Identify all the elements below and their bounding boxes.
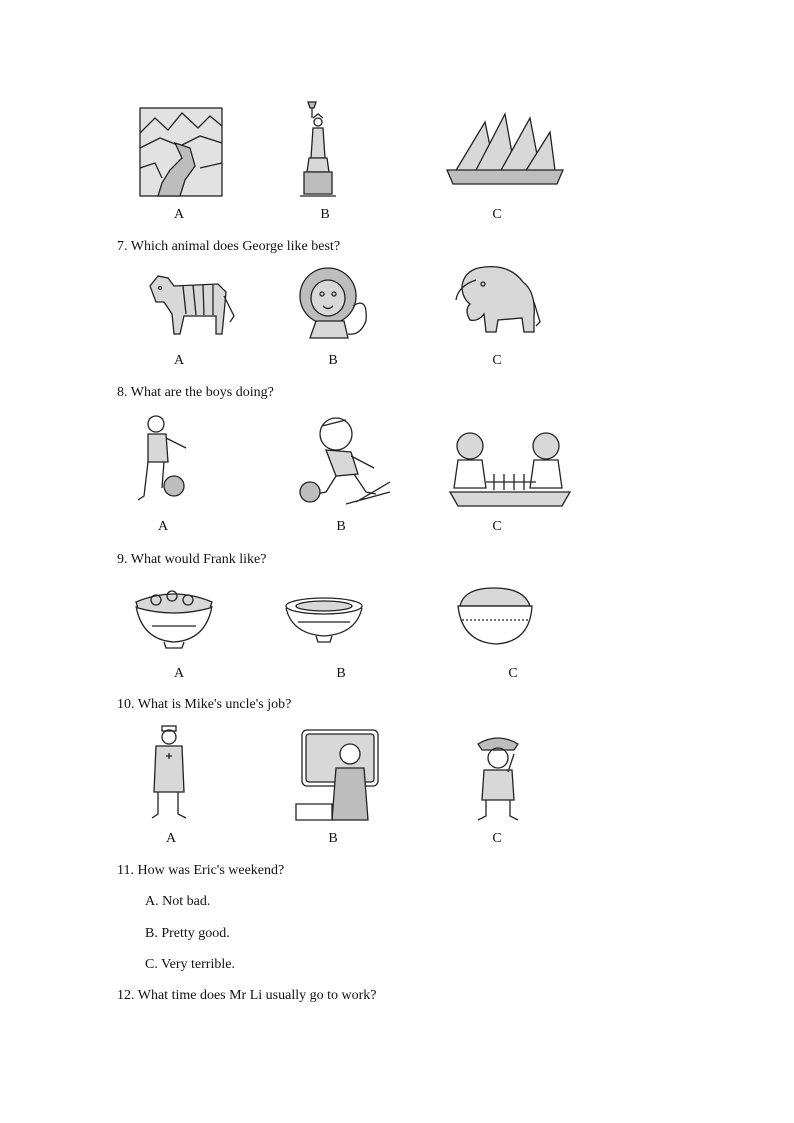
doctor-image xyxy=(150,726,188,822)
q9-question: 9. What would Frank like? xyxy=(117,552,267,567)
q9-option-b[interactable]: B xyxy=(336,666,346,681)
great-wall-image xyxy=(140,108,224,198)
q7-option-b[interactable]: B xyxy=(328,353,338,368)
q11-answer-c[interactable]: C. Very terrible. xyxy=(145,957,235,972)
lion-image xyxy=(298,266,376,342)
q6-option-b[interactable]: B xyxy=(320,207,330,222)
q7-option-a[interactable]: A xyxy=(173,353,185,368)
football-player-image xyxy=(296,412,392,506)
q9-option-a[interactable]: A xyxy=(173,666,185,681)
tiger-image xyxy=(138,266,238,338)
q11-question: 11. How was Eric's weekend? xyxy=(117,863,285,878)
q11-answer-a[interactable]: A. Not bad. xyxy=(145,894,211,909)
q10-question: 10. What is Mike's uncle's job? xyxy=(117,697,292,712)
q8-question: 8. What are the boys doing? xyxy=(117,385,274,400)
chess-players-image xyxy=(446,430,574,510)
q8-option-c[interactable]: C xyxy=(492,519,502,534)
basketball-player-image xyxy=(136,414,192,506)
q8-option-b[interactable]: B xyxy=(336,519,346,534)
noodles-bowl-image xyxy=(284,596,364,644)
q10-option-b[interactable]: B xyxy=(328,831,338,846)
q11-answer-b[interactable]: B. Pretty good. xyxy=(145,926,230,941)
elephant-image xyxy=(448,262,544,336)
q6-option-a[interactable]: A xyxy=(173,207,185,222)
q7-question: 7. Which animal does George like best? xyxy=(117,239,341,254)
sydney-opera-house-image xyxy=(445,112,565,188)
q10-option-a[interactable]: A xyxy=(165,831,177,846)
policeman-image xyxy=(474,732,522,822)
rice-bowl-image xyxy=(454,584,534,650)
dumplings-bowl-image xyxy=(132,584,216,650)
q12-question: 12. What time does Mr Li usually go to work? xyxy=(117,988,377,1003)
q10-option-c[interactable]: C xyxy=(492,831,502,846)
teacher-image xyxy=(296,728,380,822)
q9-option-c[interactable]: C xyxy=(508,666,518,681)
q6-option-c[interactable]: C xyxy=(492,207,502,222)
q8-option-a[interactable]: A xyxy=(157,519,169,534)
statue-of-liberty-image xyxy=(298,100,338,198)
q7-option-c[interactable]: C xyxy=(492,353,502,368)
